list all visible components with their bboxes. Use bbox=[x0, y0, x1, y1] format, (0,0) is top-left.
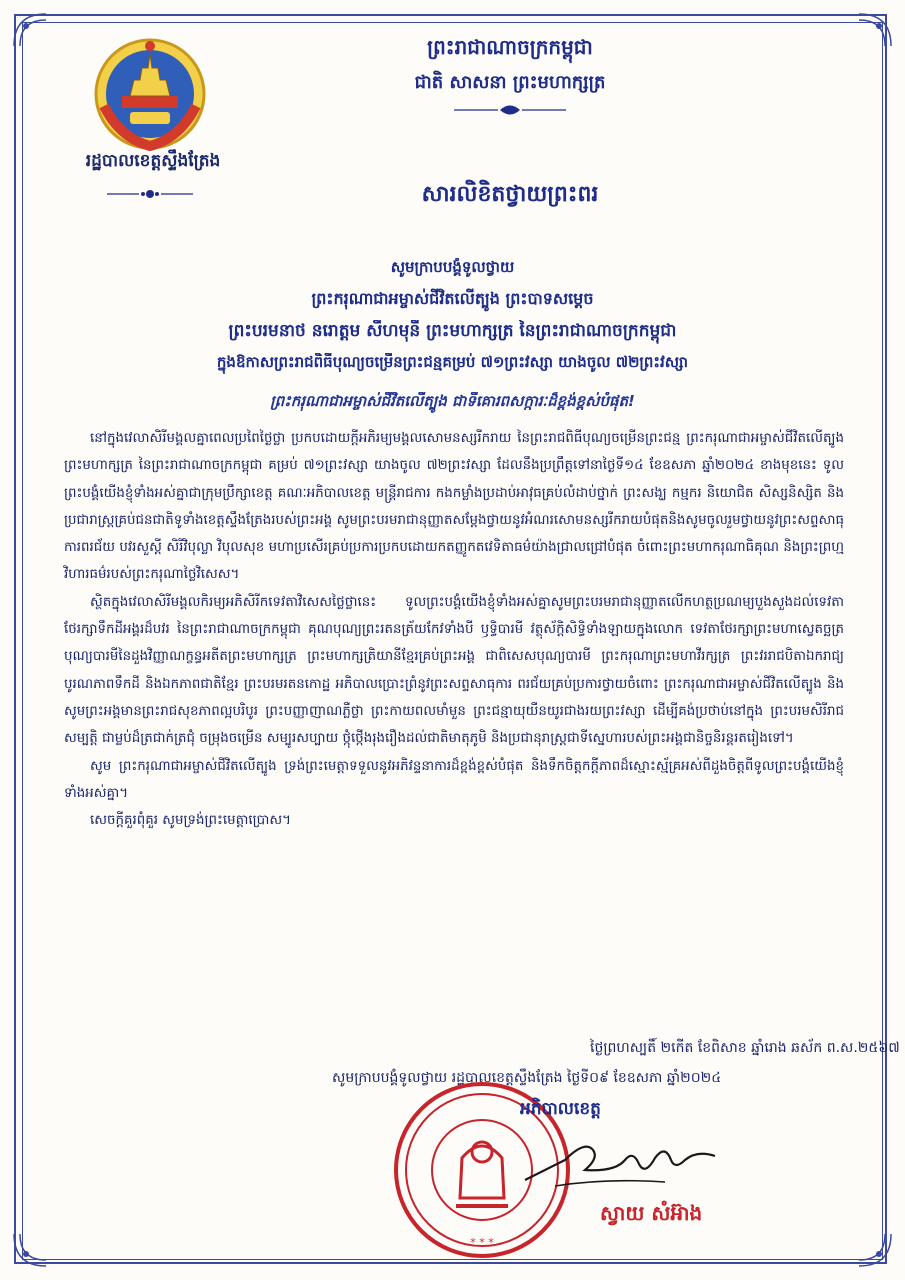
corner-ornament-icon bbox=[10, 1230, 50, 1270]
letter-body bbox=[64, 425, 844, 834]
heading-line: ក្នុងឱកាសព្រះរាជពិធីបុណ្យចម្រើនព្រះជន្មគម្រប់ ៧១ព្រះវស្សា យាងចូល ៧២ព្រះវស្សា bbox=[216, 353, 689, 371]
body-paragraph: នៅក្នុងវេលាសិរីមង្គលគ្នាពេលប្រពៃថ្ងៃថ្លា ប្រកបដោយក្តីអភិរម្យមង្គលសោមនស្សរីករាយ នៃព្រះរាជពិធីបុណ្យចម្រើនព្រះជន្ម ព្រះករុណាជាអម្ចាស់ជីវិតលើត្បូង ព្រះមហាក្សត្រ នៃព្រះរាជាណាចក្រកម្ពុជា គម្រប់ ៧១ព្រះវស្សា យាងចូល ៧២ព្រះវស្សា ដែលនឹងប្រព្រឹត្តទៅនាថ្ងៃទី១៤ ខែឧសភា ឆ្នាំ២០២៤ ខាងមុខនេះ ទូលព្រះបង្គំយើងខ្ញុំទាំងអស់គ្នាជាក្រុមប្រឹក្សាខេត្ត គណៈអភិបាលខេត្ត មន្ត្រីរាជការ កងកម្លាំងប្រដាប់អាវុធគ្រប់លំដាប់ថ្នាក់ ព្រះសង្ឃ កម្មករ និយោជិត សិស្សនិស្សិត និងប្រជារាស្ត្រគ្រប់ជនជាតិទូទាំងខេត្តស្ទឹងត្រែងរបស់ព្រះអង្គ សូមព្រះបរមរាជានុញ្ញាតសម្តែងថ្វាយនូវអំណរសោមនស្សរីករាយបំផុតនិងសូមចូលរួមថ្វាយនូវព្រះសព្ទសាធុការពរជ័យ បវរសួស្តី សិរីវិបុល្លា វិបុលសុខ មហាប្រសើរគ្រប់ប្រការប្រកបដោយកតញ្ញូកតវេទិតាធម៌យ៉ាងជ្រាលជ្រៅបំផុត ចំពោះព្រះមហាករុណាធិគុណ និងព្រះព្រហ្មវិហារធម៌របស់ព្រះករុណាថ្លៃវិសេស។ bbox=[64, 431, 844, 583]
document-title: សារលិខិតថ្វាយព្រះពរ bbox=[421, 182, 599, 207]
heading-line: ព្រះបរមនាថ នរោត្តម សីហមុនី ព្រះមហាក្សត្រ នៃព្រះរាជាណាចក្រកម្ពុជា bbox=[228, 321, 677, 341]
signer-title: អភិបាលខេត្ត bbox=[520, 1099, 601, 1119]
body-paragraph: ស្ថិតក្នុងវេលាសិរីមង្គលកិរម្យអភិសិរីកទេវតាវិសេសថ្លៃថ្លានេះ ទូលព្រះបង្គំយើងខ្ញុំទាំងអស់គ្នាសូមព្រះបរមរាជានុញ្ញាតលើកហត្ថប្រណម្យបួងសួងដល់ទេវតាថែរក្សាទឹកដីអង្គរដ៏បវរ នៃព្រះរាជាណាចក្រកម្ពុជា គុណបុណ្យព្រះរតនត្រ័យកែវទាំងបី ឫទ្ធិបារមី វត្ថុស័ក្តិសិទ្ធិទាំងឡាយក្នុងលោក ទេវតាថែរក្សាព្រះមហាស្វេតច្ឆត្រ បុណ្យបារមីនៃដួងវិញ្ញាណក្ខន្ធអតីតព្រះមហាក្សត្រ ព្រះមហាក្សត្រិយានីខ្មែរគ្រប់ព្រះអង្គ ជាពិសេសបុណ្យបារមី ព្រះករុណាព្រះមហាវីរក្សត្រ ព្រះវររាជបិតាឯករាជ្យ បូរណភាពទឹកដី និងឯកភាពជាតិខ្មែរ ព្រះបរមរតនកោដ្ឋ អភិបាលប្រោះព្រំនូវព្រះសព្ទសាធុការ ពរជ័យគ្រប់ប្រការថ្វាយចំពោះ ព្រះករុណាជាអម្ចាស់ជីវិតលើត្បូង និងសូមព្រះអង្គមានព្រះរាជសុខភាពល្អបរិបូរ ព្រះបញ្ញាញាណភ្លឺថ្លា ព្រះកាយពលមាំមួន ព្រះជន្មាយុយឺនយូរជាងរយព្រះវស្សា ដើម្បីគង់ប្រថាប់នៅក្នុង ព្រះបរមសិរីរាជសម្បត្តិ ជាម្លប់ដ៏ត្រជាក់ត្រជុំ ចម្រុងចម្រើន សម្បូរសប្បាយ ថ្កុំថ្កើងរុងរឿងដល់ជាតិមាតុភូមិ និងប្រជានុរាស្ត្រជាទីស្នេហារបស់ព្រះអង្គជានិច្ចនិរន្តរតរៀងទៅ។ bbox=[64, 594, 844, 747]
divider-ornament-icon bbox=[105, 186, 195, 200]
salutation-line: ព្រះករុណាជាអម្ចាស់ជីវិតលើត្បូង ជាទីគោរពសក្ការៈដ៏ខ្ពង់ខ្ពស់បំផុត! bbox=[270, 392, 635, 410]
cambodia-emblem-icon bbox=[90, 34, 210, 154]
corner-ornament-icon bbox=[855, 10, 895, 50]
handwritten-signature-icon bbox=[515, 1120, 725, 1200]
motto-ornament-icon bbox=[452, 102, 568, 116]
solar-date: សូមក្រាបបង្គំទូលថ្វាយ រដ្ឋបាលខេត្តស្ទឹងត្រែង ថ្ងៃទី០៩ ខែឧសភា ឆ្នាំ២០២៤ bbox=[332, 1070, 722, 1086]
lunar-date: ថ្ងៃព្រហស្បតិ៍ ២កើត ខែពិសាខ ឆ្នាំរោង ឆស័ក ព.ស.២៥៦៧ bbox=[590, 1040, 900, 1056]
heading-line: សូមក្រាបបង្គំទូលថ្វាយ bbox=[390, 258, 515, 276]
signer-name: ស្វាយ សំអ៊ាង bbox=[600, 1201, 703, 1225]
province-admin-label: រដ្ឋបាលខេត្តស្ទឹងត្រែង bbox=[85, 151, 221, 171]
svg-text:* * *: * * * bbox=[470, 1236, 494, 1249]
heading-line: ព្រះករុណាជាអម្ចាស់ជីវិតលើត្បូង ព្រះបាទសម្តេច bbox=[311, 289, 594, 308]
body-paragraph: សូម ព្រះករុណាជាអម្ចាស់ជីវិតលើត្បូង ទ្រង់ព្រះមេត្តាទទួលនូវអភិវន្ទនាការដ៏ខ្ពង់ខ្ពស់បំផុត និងទឹកចិត្តកក្តីភាពដ៏ស្មោះស្ម័គ្រអស់ពីដួងចិត្តពីទូលព្រះបង្គំយើងខ្ញុំទាំងអស់គ្នា។ bbox=[64, 758, 844, 801]
national-motto-nation: ជាតិ សាសនា ព្រះមហាក្សត្រ bbox=[414, 72, 606, 93]
body-paragraph: សេចក្តីគួរពុំគួរ សូមទ្រង់ព្រះមេត្តាប្រោស។ bbox=[90, 813, 291, 829]
corner-ornament-icon bbox=[10, 10, 50, 50]
national-motto-kingdom: ព្រះរាជាណាចក្រកម្ពុជា bbox=[427, 35, 593, 59]
corner-ornament-icon bbox=[855, 1230, 895, 1270]
